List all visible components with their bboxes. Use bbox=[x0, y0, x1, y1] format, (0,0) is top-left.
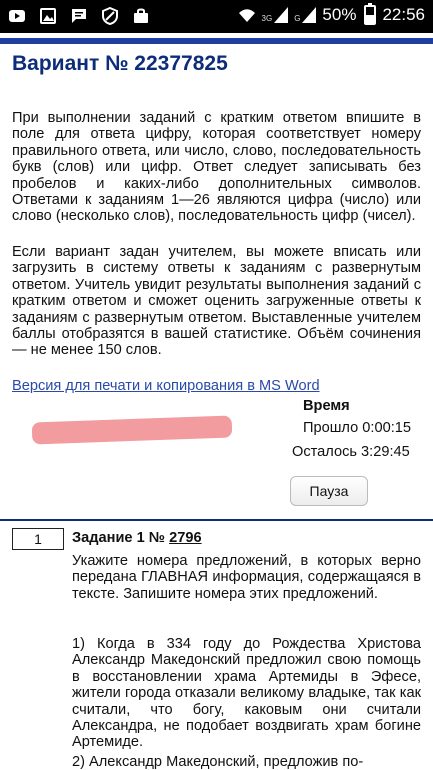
teacher-info-paragraph: Если вариант задан учителем, вы можете вписать или загрузить в систему ответы к заданиям с развернутым ответом. Учитель увидит результаты выполнения заданий с кратким ответом и сможет оценить загруженные ответы к заданиям с развернутым ответом. Выставленные учителем баллы отобразятся в вашей статистике. Объём сочинения — не менее 150 слов. bbox=[12, 244, 421, 359]
battery-percent: 50% bbox=[322, 5, 357, 24]
pause-button[interactable]: Пауза bbox=[290, 476, 368, 506]
task-heading-label: Задание 1 № bbox=[72, 530, 170, 546]
image-icon bbox=[39, 7, 57, 25]
site-header-bar bbox=[0, 38, 433, 44]
task-instruction: Укажите номера предложений, в которых верно передана ГЛАВНАЯ информация, содержащаяся в тексте. Запишите номера этих предложений. bbox=[72, 553, 421, 602]
task-option-1: 1) Когда в 334 году до Рождества Христова Александр Македонский предложил свою помощь в восстановлении храма Артемиды в Эфесе, жители города отказали великому владыке, так как считали, что богу, каковым они считали Александра, не подобает воздвигать храм богине Артемиде. bbox=[72, 636, 421, 751]
signal-icon bbox=[302, 7, 316, 23]
notification-icons bbox=[8, 7, 150, 25]
elapsed-label: Прошло bbox=[303, 420, 359, 436]
task-option-2: 2) Александр Македонский, предложив по- bbox=[72, 754, 364, 770]
elapsed-value: 0:00:15 bbox=[362, 420, 411, 436]
answer-input[interactable] bbox=[12, 528, 64, 550]
network-g-label: G bbox=[294, 14, 301, 23]
clock: 22:56 bbox=[382, 5, 425, 24]
print-version-link[interactable]: Версия для печати и копирования в MS Word bbox=[12, 378, 320, 394]
page-title: Вариант № 22377825 bbox=[12, 52, 228, 75]
system-indicators bbox=[238, 5, 425, 25]
network-3g-label: 3G bbox=[261, 14, 273, 23]
battery-icon bbox=[364, 5, 376, 25]
network-3g-indicator bbox=[262, 7, 289, 23]
redacted-scribble bbox=[32, 416, 233, 445]
signal-icon bbox=[274, 7, 288, 23]
message-icon bbox=[70, 7, 88, 25]
youtube-icon bbox=[8, 7, 26, 25]
vpn-icon bbox=[101, 7, 119, 25]
instructions-paragraph: При выполнении заданий с кратким ответом впишите в поле для ответа цифру, которая соответствует номеру правильного ответа, или число, слово, последовательность букв (слов) или цифр. Ответ следует записывать без пробелов и каких-либо дополнительных символов. Ответами к заданиям 1—26 являются цифра (число) или слово (несколько слов), последовательность цифр (чисел). bbox=[12, 110, 421, 225]
status-bar bbox=[0, 0, 433, 33]
timer-title: Время bbox=[303, 398, 350, 414]
elapsed-time bbox=[303, 420, 411, 436]
remaining-label: Осталось bbox=[292, 444, 357, 460]
bag-icon bbox=[132, 7, 150, 25]
wifi-icon bbox=[238, 6, 256, 24]
divider bbox=[0, 519, 433, 521]
remaining-time bbox=[292, 444, 410, 460]
task-number-link[interactable]: 2796 bbox=[169, 530, 202, 546]
task-heading bbox=[72, 530, 202, 546]
network-g-indicator bbox=[294, 7, 316, 23]
remaining-value: 3:29:45 bbox=[361, 444, 410, 460]
